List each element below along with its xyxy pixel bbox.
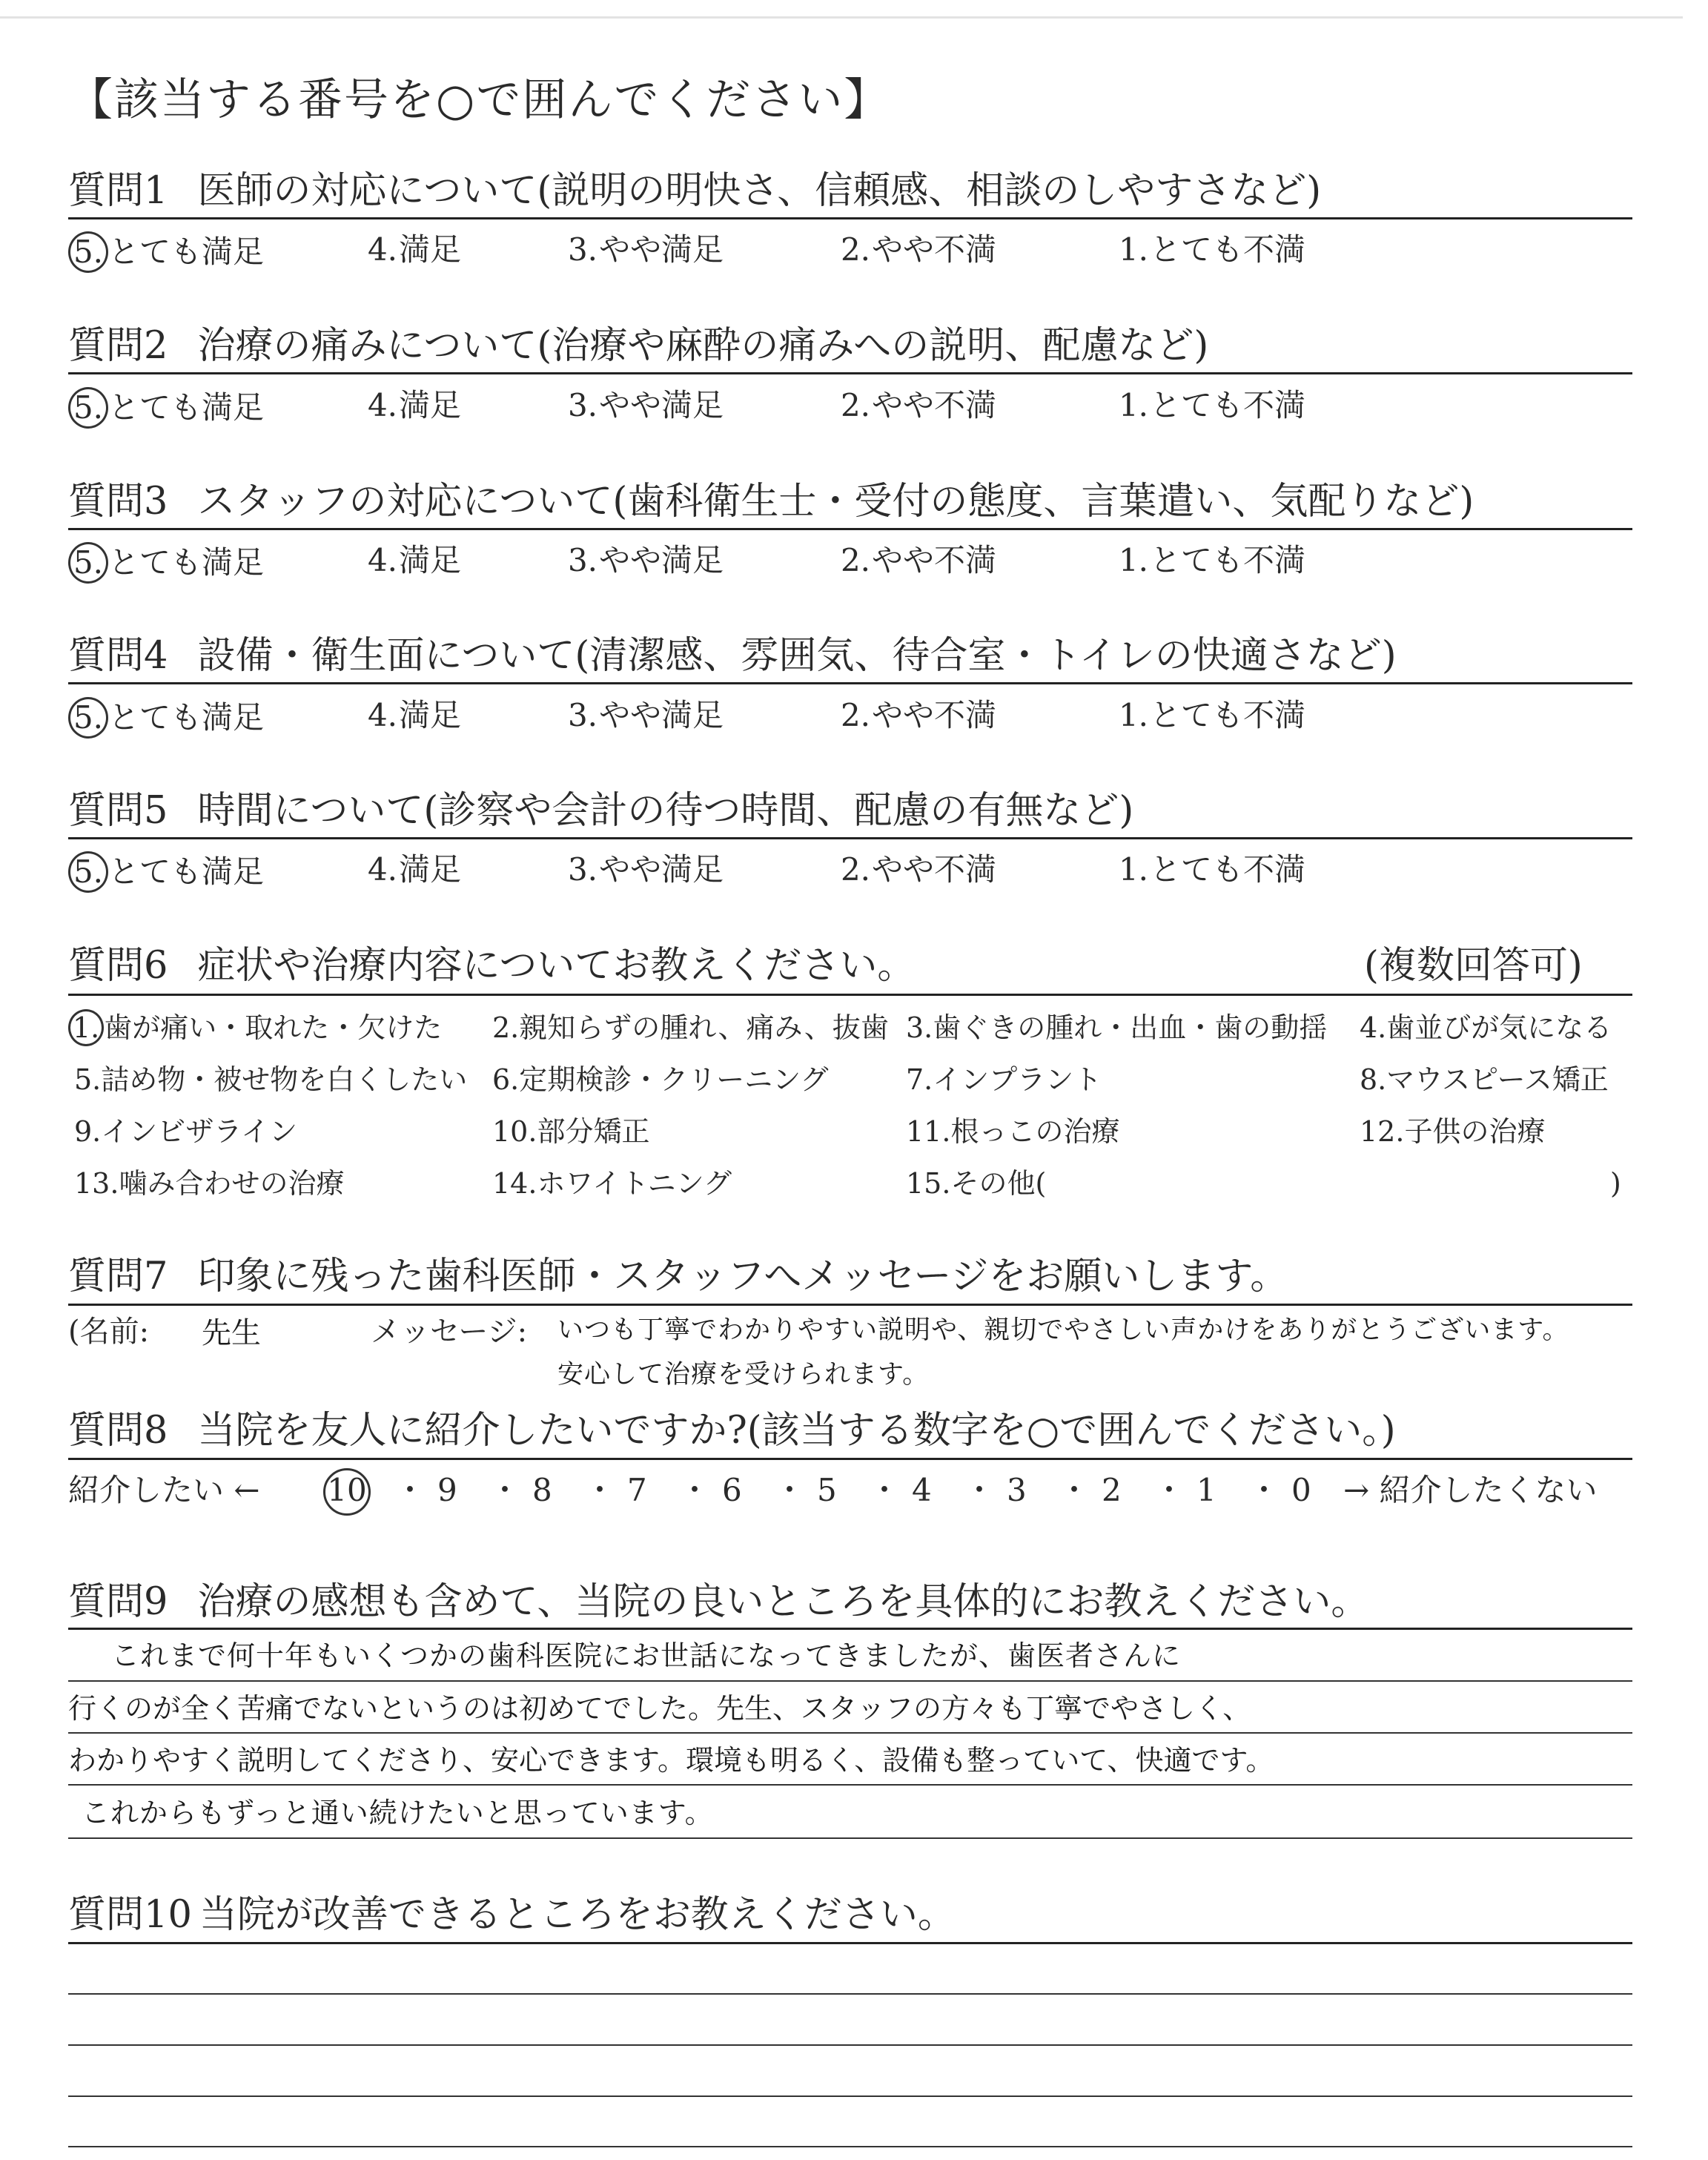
answer-line — [68, 1837, 1632, 1839]
q8-separator: ・ — [1059, 1472, 1090, 1508]
question-10-rule — [68, 1942, 1632, 1944]
q3-option-1[interactable]: 1.とても不満 — [1118, 542, 1306, 578]
question-9 — [68, 1580, 1368, 1625]
q1-option-5[interactable]: 5. とても満足 — [68, 231, 264, 273]
q4-option-1[interactable]: 1.とても不満 — [1118, 697, 1306, 733]
q6-option-7[interactable]: 7.インプラント — [906, 1063, 1102, 1096]
question-8-rule — [68, 1458, 1632, 1460]
q3-option-2[interactable]: 2.やや不満 — [840, 542, 997, 578]
answer-line — [68, 1993, 1632, 1995]
q4-option-4[interactable]: 4.満足 — [367, 697, 462, 733]
question-4 — [68, 634, 1397, 678]
q8-scale-1[interactable]: 1 — [1196, 1472, 1217, 1508]
question-3-label: 質問3 — [68, 480, 168, 524]
q8-separator: ・ — [679, 1472, 711, 1508]
question-1-text: 医師の対応について(説明の明快さ、信頼感、相談のしやすさなど) — [197, 169, 1322, 213]
question-5-rule — [68, 837, 1632, 839]
question-1 — [68, 169, 1321, 214]
answer-line — [68, 2146, 1632, 2147]
q6-option-12[interactable]: 12.子供の治療 — [1360, 1115, 1546, 1148]
question-10-text: 当院が改善できるところをお教えください。 — [199, 1893, 956, 1937]
q2-option-4[interactable]: 4.満足 — [367, 387, 462, 423]
question-3 — [68, 480, 1474, 524]
question-2-label: 質問2 — [68, 324, 168, 368]
q4-option-5[interactable]: 5. とても満足 — [68, 697, 264, 739]
question-2 — [68, 324, 1208, 369]
q8-scale-0[interactable]: 0 — [1291, 1472, 1311, 1508]
answer-line — [68, 2044, 1632, 2046]
question-10 — [68, 1893, 956, 1938]
question-5 — [68, 789, 1133, 833]
question-1-label: 質問1 — [68, 169, 168, 213]
q6-option-4[interactable]: 4.歯並びが気になる — [1360, 1011, 1612, 1044]
q6-option-14[interactable]: 14.ホワイトニング — [492, 1167, 732, 1200]
q8-scale-4[interactable]: 4 — [912, 1472, 932, 1508]
q7-message-line-1[interactable]: いつも丁寧でわかりやすい説明や、親切でやさしい声かけをありがとうございます。 — [557, 1315, 1569, 1345]
q6-option-6[interactable]: 6.定期検診・クリーニング — [492, 1063, 829, 1096]
question-7-text: 印象に残った歯科医師・スタッフへメッセージをお願いします。 — [197, 1255, 1288, 1298]
q8-scale-3[interactable]: 3 — [1007, 1472, 1027, 1508]
q8-scale-5[interactable]: 5 — [817, 1472, 837, 1508]
q3-option-3[interactable]: 3.やや満足 — [567, 542, 724, 578]
q9-answer-line-4[interactable]: これからもずっと通い続けたいと思っています。 — [82, 1797, 714, 1829]
question-8-label: 質問8 — [68, 1409, 168, 1453]
q5-option-4[interactable]: 4.満足 — [367, 851, 462, 888]
q9-answer-line-2[interactable]: 行くのが全く苦痛でないというのは初めてでした。先生、スタッフの方々も丁寧でやさしく、 — [68, 1692, 1251, 1725]
q6-option-15-close: ) — [1610, 1167, 1621, 1200]
q1-option-3[interactable]: 3.やや満足 — [567, 231, 724, 268]
answer-line — [68, 2095, 1632, 2097]
q6-option-9[interactable]: 9.インビザライン — [74, 1115, 298, 1148]
q2-option-2[interactable]: 2.やや不満 — [840, 387, 997, 423]
q8-scale-9[interactable]: 9 — [437, 1472, 457, 1508]
question-7-rule — [68, 1304, 1632, 1306]
q6-option-3[interactable]: 3.歯ぐきの腫れ・出血・歯の動揺 — [906, 1011, 1328, 1044]
q7-message-label: メッセージ: — [371, 1315, 528, 1349]
q2-option-1[interactable]: 1.とても不満 — [1118, 387, 1306, 423]
q5-option-5[interactable]: 5. とても満足 — [68, 851, 264, 893]
q3-option-4[interactable]: 4.満足 — [367, 542, 462, 578]
question-5-label: 質問5 — [68, 789, 168, 833]
q5-option-3[interactable]: 3.やや満足 — [567, 851, 724, 888]
q8-right-label: → 紹介したくない — [1343, 1472, 1598, 1508]
q4-option-2[interactable]: 2.やや不満 — [840, 697, 997, 733]
q1-option-1[interactable]: 1.とても不満 — [1118, 231, 1306, 268]
q6-option-8[interactable]: 8.マウスピース矯正 — [1360, 1063, 1609, 1096]
question-4-text: 設備・衛生面について(清潔感、雰囲気、待合室・トイレの快適さなど) — [197, 634, 1397, 678]
q8-separator: ・ — [1248, 1472, 1280, 1508]
q9-answer-line-1[interactable]: これまで何十年もいくつかの歯科医院にお世話になってきましたが、歯医者さんに — [111, 1639, 1182, 1672]
q8-separator: ・ — [489, 1472, 521, 1508]
question-5-text: 時間について(診察や会計の待つ時間、配慮の有無など) — [197, 789, 1134, 833]
q6-option-1[interactable]: 1. 歯が痛い・取れた・欠けた — [68, 1010, 442, 1046]
q7-name-label: (名前: — [68, 1315, 150, 1349]
q8-scale-7[interactable]: 7 — [627, 1472, 647, 1508]
question-8 — [68, 1409, 1396, 1453]
q6-option-13[interactable]: 13.噛み合わせの治療 — [74, 1167, 345, 1200]
q1-option-2[interactable]: 2.やや不満 — [840, 231, 997, 268]
q8-separator: ・ — [1153, 1472, 1185, 1508]
q6-option-11[interactable]: 11.根っこの治療 — [906, 1115, 1120, 1148]
question-7 — [68, 1255, 1288, 1299]
q5-option-1[interactable]: 1.とても不満 — [1118, 851, 1306, 888]
q6-option-5[interactable]: 5.詰め物・被せ物を白くしたい — [74, 1063, 468, 1096]
q8-left-label: 紹介したい ← — [68, 1472, 260, 1508]
question-3-rule — [68, 528, 1632, 530]
question-6 — [68, 944, 915, 988]
q8-separator: ・ — [584, 1472, 616, 1508]
question-4-label: 質問4 — [68, 634, 168, 678]
q8-separator: ・ — [774, 1472, 806, 1508]
q8-separator: ・ — [964, 1472, 996, 1508]
question-6-note: (複数回答可) — [1364, 944, 1583, 988]
q8-scale-8[interactable]: 8 — [532, 1472, 552, 1508]
q7-message-line-2[interactable]: 安心して治療を受けられます。 — [557, 1360, 930, 1390]
q2-option-3[interactable]: 3.やや満足 — [567, 387, 724, 423]
question-9-label: 質問9 — [68, 1580, 168, 1624]
question-7-label: 質問7 — [68, 1255, 168, 1298]
question-3-text: スタッフの対応について(歯科衛生士・受付の態度、言葉遣い、気配りなど) — [197, 480, 1474, 524]
q8-scale-2[interactable]: 2 — [1102, 1472, 1122, 1508]
answer-line — [68, 1680, 1632, 1682]
q9-answer-line-3[interactable]: わかりやすく説明してくださり、安心できます。環境も明るく、設備も整っていて、快適です。 — [68, 1744, 1274, 1777]
q1-option-4[interactable]: 4.満足 — [367, 231, 462, 268]
page-title: 【該当する番号を○で囲んでください】 — [68, 74, 890, 126]
question-2-rule — [68, 372, 1632, 374]
q8-scale-6[interactable]: 6 — [722, 1472, 742, 1508]
question-6-label: 質問6 — [68, 944, 168, 988]
answer-line — [68, 1732, 1632, 1734]
top-edge-line — [0, 16, 1683, 19]
question-4-rule — [68, 682, 1632, 684]
question-9-rule — [68, 1628, 1632, 1630]
question-10-label: 質問10 — [68, 1893, 192, 1937]
q3-option-5[interactable]: 5. とても満足 — [68, 542, 264, 584]
q8-separator: ・ — [869, 1472, 901, 1508]
question-2-text: 治療の痛みについて(治療や麻酔の痛みへの説明、配慮など) — [197, 324, 1209, 368]
q5-option-2[interactable]: 2.やや不満 — [840, 851, 997, 888]
q6-option-10[interactable]: 10.部分矯正 — [492, 1115, 650, 1148]
q8-scale-10[interactable]: 10 — [323, 1472, 371, 1516]
question-6-rule — [68, 994, 1632, 996]
q8-separator: ・ — [394, 1472, 426, 1508]
question-9-text: 治療の感想も含めて、当院の良いところを具体的にお教えください。 — [197, 1580, 1369, 1624]
q7-name-value[interactable]: 先生 — [202, 1316, 261, 1350]
question-8-text: 当院を友人に紹介したいですか?(該当する数字を○で囲んでください。) — [197, 1409, 1396, 1453]
q6-option-15[interactable]: 15.その他( — [906, 1167, 1047, 1200]
answer-line — [68, 1784, 1632, 1786]
q6-option-2[interactable]: 2.親知らずの腫れ、痛み、抜歯 — [492, 1011, 889, 1044]
question-1-rule — [68, 217, 1632, 219]
q4-option-3[interactable]: 3.やや満足 — [567, 697, 724, 733]
q2-option-5[interactable]: 5. とても満足 — [68, 387, 264, 429]
question-6-text: 症状や治療内容についてお教えください。 — [197, 944, 916, 988]
